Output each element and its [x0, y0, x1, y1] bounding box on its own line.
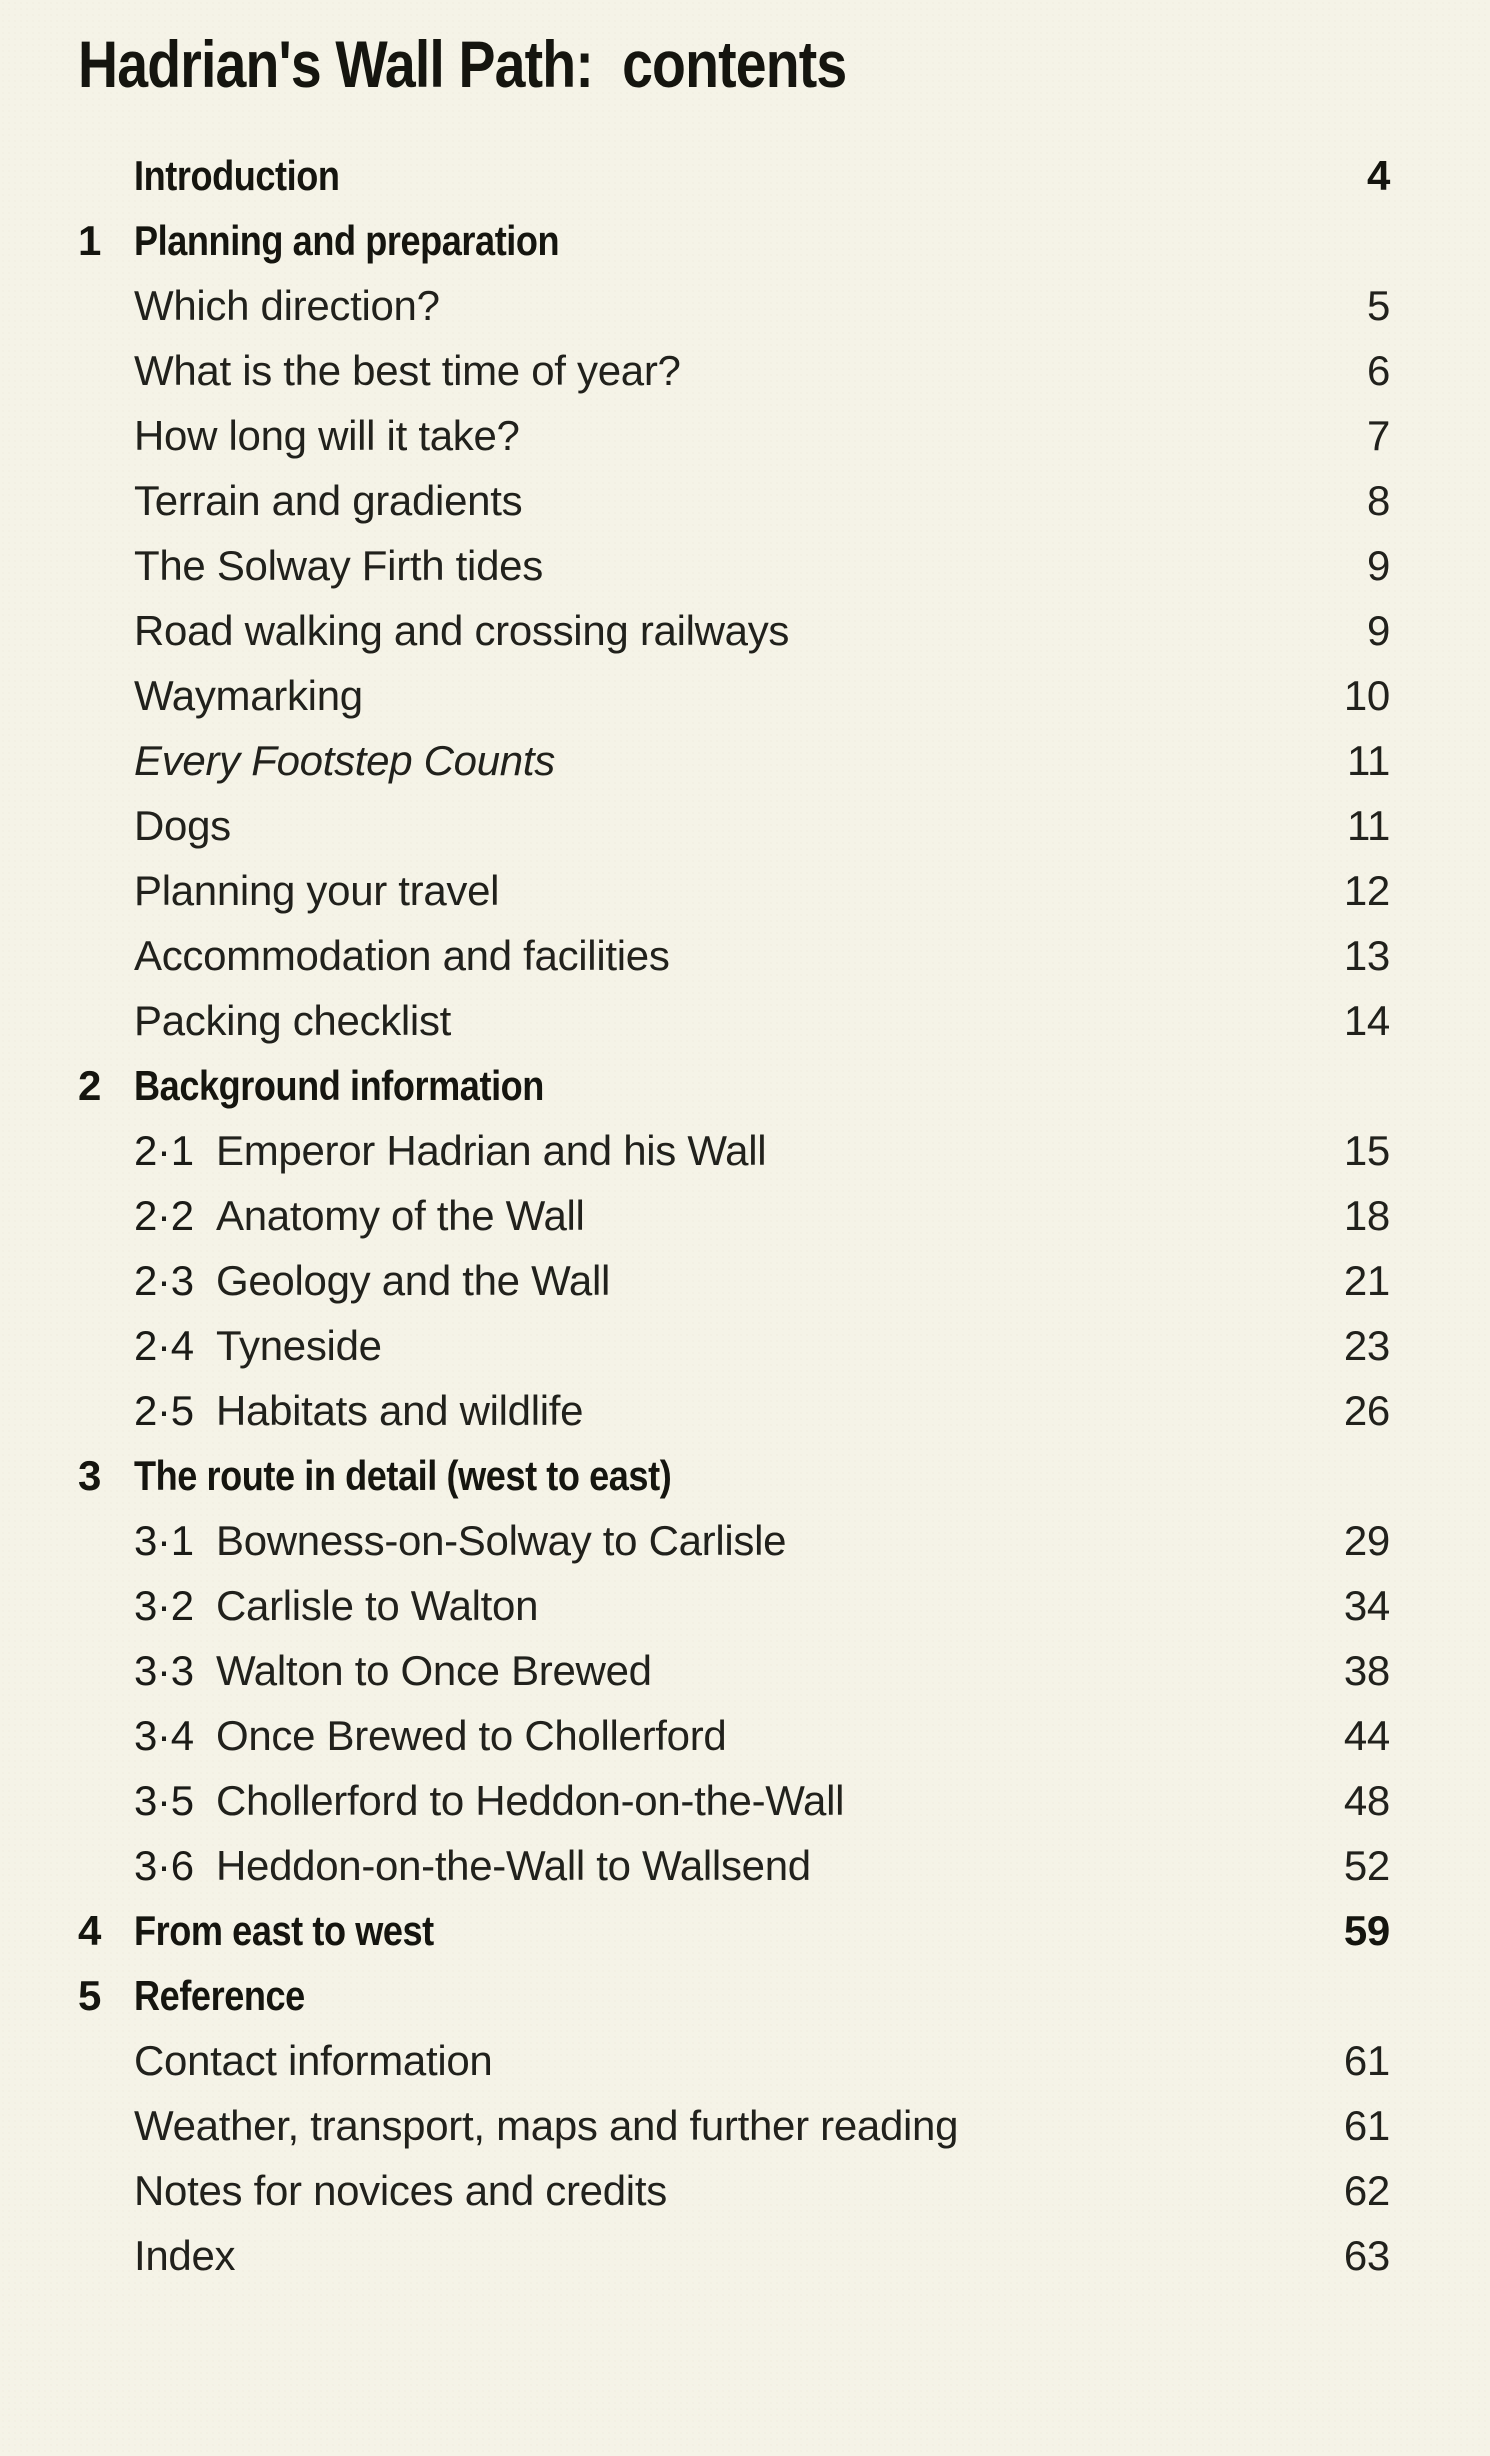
table-of-contents: [78, 152, 1390, 2280]
subsection-number: 3·5: [134, 1777, 194, 1825]
entry-title: Emperor Hadrian and his Wall: [216, 1127, 767, 1175]
entry-title: Packing checklist: [134, 997, 452, 1045]
page-number: 23: [1343, 1322, 1390, 1370]
toc-row-every-footstep-counts: [78, 737, 1390, 785]
entry-title: Anatomy of the Wall: [216, 1192, 585, 1240]
toc-row: [78, 2167, 1390, 2215]
entry-title: The route in detail (west to east): [134, 1452, 672, 1500]
page-number: 62: [1343, 2167, 1390, 2215]
entry-title: Tyneside: [216, 1322, 382, 1370]
toc-row: [78, 542, 1390, 590]
page-number: 10: [1343, 672, 1390, 720]
page-number: 9: [1366, 607, 1390, 655]
entry-title: Introduction: [134, 152, 340, 200]
entry-title: Planning and preparation: [134, 217, 560, 265]
page-number: 13: [1343, 932, 1390, 980]
entry-title: Waymarking: [134, 672, 363, 720]
page-number: 18: [1343, 1192, 1390, 1240]
subsection-number: 2·2: [134, 1192, 194, 1240]
subsection-number: 3·4: [134, 1712, 194, 1760]
toc-row: [78, 282, 1390, 330]
page-number: 29: [1343, 1517, 1390, 1565]
toc-row: [78, 1712, 1390, 1760]
entry-title: Heddon-on-the-Wall to Wallsend: [216, 1842, 811, 1890]
page-number: 11: [1347, 802, 1390, 850]
entry-title: Habitats and wildlife: [216, 1387, 584, 1435]
entry-title: Reference: [134, 1972, 305, 2020]
toc-row: [78, 477, 1390, 525]
entry-title: Chollerford to Heddon-on-the-Wall: [216, 1777, 845, 1825]
page-number: 21: [1343, 1257, 1390, 1305]
entry-title: Terrain and gradients: [134, 477, 523, 525]
toc-row: [78, 672, 1390, 720]
entry-title: Walton to Once Brewed: [216, 1647, 652, 1695]
page-number: 9: [1366, 542, 1390, 590]
toc-row: [78, 607, 1390, 655]
page-number: 7: [1366, 412, 1390, 460]
entry-title: Every Footstep Counts: [134, 737, 555, 785]
subsection-number: 3·6: [134, 1842, 194, 1890]
entry-title: Planning your travel: [134, 867, 500, 915]
section-number: 5: [78, 1972, 101, 2020]
page-number: 44: [1343, 1712, 1390, 1760]
toc-row: [78, 347, 1390, 395]
entry-title: Weather, transport, maps and further reading: [134, 2102, 959, 2150]
entry-title: How long will it take?: [134, 412, 520, 460]
entry-title: Road walking and crossing railways: [134, 607, 790, 655]
page-number: 34: [1343, 1582, 1390, 1630]
page-number: 5: [1366, 282, 1390, 330]
toc-section-4: [78, 1907, 1390, 1955]
page-number: 61: [1343, 2037, 1390, 2085]
page-number: 14: [1343, 997, 1390, 1045]
subsection-number: 2·4: [134, 1322, 194, 1370]
toc-row: [78, 997, 1390, 1045]
toc-row: [78, 1257, 1390, 1305]
page-number: 59: [1343, 1907, 1390, 1955]
entry-title: Geology and the Wall: [216, 1257, 611, 1305]
page-number: 61: [1343, 2102, 1390, 2150]
entry-title: Accommodation and facilities: [134, 932, 670, 980]
toc-row: [78, 932, 1390, 980]
page-title: Hadrian's Wall Path: contents: [78, 27, 847, 101]
page-number: 52: [1343, 1842, 1390, 1890]
section-number: 1: [78, 217, 101, 265]
entry-title: The Solway Firth tides: [134, 542, 543, 590]
toc-row: [78, 1127, 1390, 1175]
toc-row: [78, 1387, 1390, 1435]
subsection-number: 3·2: [134, 1582, 194, 1630]
section-number: 2: [78, 1062, 101, 1110]
entry-title: Notes for novices and credits: [134, 2167, 667, 2215]
subsection-number: 2·5: [134, 1387, 194, 1435]
page-number: 38: [1343, 1647, 1390, 1695]
entry-title: Once Brewed to Chollerford: [216, 1712, 727, 1760]
page-number: 6: [1366, 347, 1390, 395]
subsection-number: 3·3: [134, 1647, 194, 1695]
entry-title: Dogs: [134, 802, 231, 850]
toc-section-1: [78, 217, 1390, 265]
toc-row: [78, 867, 1390, 915]
page-number: 26: [1343, 1387, 1390, 1435]
toc-row: [78, 412, 1390, 460]
page-number: 8: [1366, 477, 1390, 525]
toc-row: [78, 2102, 1390, 2150]
toc-row-introduction: [78, 152, 1390, 200]
page-number: 11: [1347, 737, 1390, 785]
subsection-number: 2·3: [134, 1257, 194, 1305]
section-number: 3: [78, 1452, 101, 1500]
toc-row: [78, 1842, 1390, 1890]
entry-title: Bowness-on-Solway to Carlisle: [216, 1517, 787, 1565]
entry-title: From east to west: [134, 1907, 434, 1955]
toc-row: [78, 2037, 1390, 2085]
entry-title: Which direction?: [134, 282, 440, 330]
toc-row: [78, 1777, 1390, 1825]
page-number: 15: [1343, 1127, 1390, 1175]
toc-section-5: [78, 1972, 1390, 2020]
entry-title: Index: [134, 2232, 236, 2280]
page-number: 12: [1343, 867, 1390, 915]
toc-row: [78, 1192, 1390, 1240]
toc-section-3: [78, 1452, 1390, 1500]
subsection-number: 2·1: [134, 1127, 194, 1175]
entry-title: Carlisle to Walton: [216, 1582, 539, 1630]
toc-row: [78, 802, 1390, 850]
toc-row: [78, 1647, 1390, 1695]
page-number: 48: [1343, 1777, 1390, 1825]
toc-section-2: [78, 1062, 1390, 1110]
toc-row: [78, 1582, 1390, 1630]
section-number: 4: [78, 1907, 101, 1955]
entry-title: Contact information: [134, 2037, 493, 2085]
subsection-number: 3·1: [134, 1517, 194, 1565]
entry-title: What is the best time of year?: [134, 347, 681, 395]
entry-title: Background information: [134, 1062, 544, 1110]
toc-row: [78, 1517, 1390, 1565]
page-number: 4: [1366, 152, 1390, 200]
toc-row: [78, 1322, 1390, 1370]
page-number: 63: [1343, 2232, 1390, 2280]
toc-row: [78, 2232, 1390, 2280]
